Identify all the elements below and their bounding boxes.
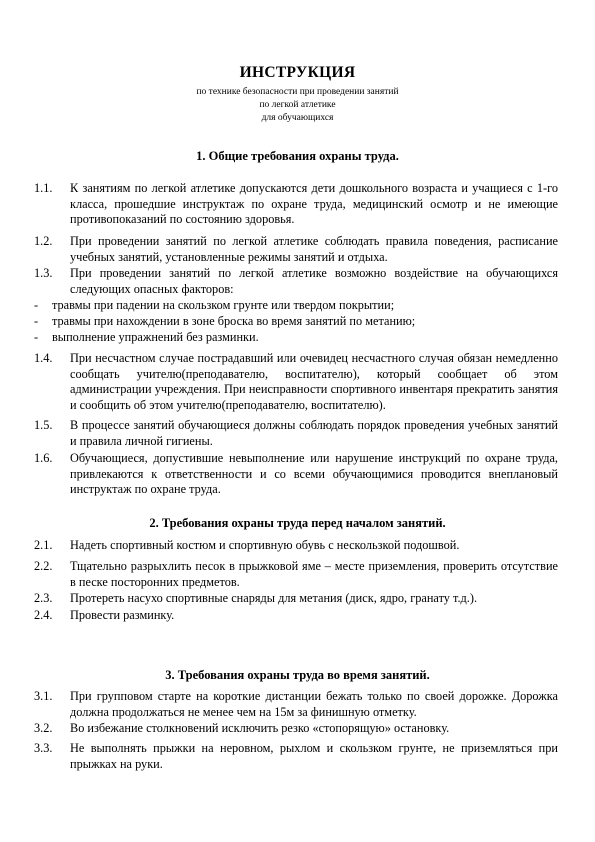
item-number: 1.6. [34, 451, 53, 465]
bullet-text: травмы при падении на скользком грунте или твердом покрытии; [52, 298, 395, 312]
bullet-item [34, 314, 558, 330]
bullet-text: выполнение упражнений без разминки. [52, 330, 259, 344]
item-number: 1.5. [34, 418, 53, 432]
list-item [34, 608, 558, 624]
item-text: В процессе занятий обучающиеся должны соблюдать порядок проведения учебных занятий и правила личной гигиены. [70, 418, 558, 448]
item-number: 3.2. [34, 721, 53, 735]
bullet-text: травмы при нахождении в зоне броска во время занятий по метанию; [52, 314, 416, 328]
item-number: 2.4. [34, 608, 53, 622]
subtitle-line: по технике безопасности при проведении занятий [196, 87, 399, 97]
section-heading: 1. Общие требования охраны труда. [196, 149, 399, 163]
item-text: Надеть спортивный костюм и спортивную обувь с нескользкой подошвой. [70, 538, 460, 552]
document-title: ИНСТРУКЦИЯ [239, 64, 356, 81]
section-heading: 2. Требования охраны труда перед началом занятий. [149, 516, 446, 530]
list-item [34, 721, 558, 737]
item-number: 2.1. [34, 538, 53, 552]
list-item [34, 418, 558, 449]
item-number: 3.1. [34, 689, 53, 703]
list-item [34, 741, 558, 772]
item-number: 1.1. [34, 181, 53, 195]
item-text: Провести разминку. [70, 608, 175, 622]
item-text: Тщательно разрыхлить песок в прыжковой яме – месте приземления, проверить отсутствие в песке посторонних предметов. [70, 559, 558, 589]
item-text: При проведении занятий по легкой атлетике возможно воздействие на обучающихся следующих опасных факторов: [70, 266, 558, 296]
bullet-dash: - [34, 298, 39, 312]
item-text: При проведении занятий по легкой атлетике соблюдать правила поведения, расписание учебных занятий, установленные режимы занятий и отдыха. [70, 234, 558, 264]
item-number: 2.3. [34, 591, 53, 605]
subtitle-line: для обучающихся [261, 113, 334, 123]
list-item [34, 559, 558, 590]
list-item [34, 591, 558, 607]
list-item [34, 266, 558, 297]
bullet-item [34, 298, 558, 314]
list-item [34, 689, 558, 720]
item-text: Обучающиеся, допустившие невыполнение или нарушение инструкций по охране труда, привлекаются к ответственности и со всеми обучающимися проводится внеплановый инструктаж по охране труда. [70, 451, 558, 496]
section-heading: 3. Требования охраны труда во время занятий. [165, 668, 430, 682]
item-text: К занятиям по легкой атлетике допускаются дети дошкольного возраста и учащиеся с 1-го класса, прошедшие инструктаж по охране труда, медицинский осмотр и не имеющие противопоказаний по состоянию здоровья. [70, 181, 558, 226]
list-item [34, 538, 558, 554]
bullet-item [34, 330, 558, 346]
item-number: 1.4. [34, 351, 53, 365]
subtitle-line: по легкой атлетике [259, 100, 336, 110]
item-text: При несчастном случае пострадавший или очевидец несчастного случая обязан немедленно сообщать учителю(преподавателю, воспитателю), который сообщает об этом администрации учреждения. При неисправности спортивного инвентаря прекратить занятия и сообщить об этом учителю(преподавателю, воспитателю). [70, 351, 558, 412]
item-number: 2.2. [34, 559, 53, 573]
item-number: 3.3. [34, 741, 53, 755]
item-text: Не выполнять прыжки на неровном, рыхлом и скользком грунте, не приземляться при прыжках на руки. [70, 741, 558, 771]
list-item [34, 451, 558, 498]
item-number: 1.2. [34, 234, 53, 248]
item-text: Протереть насухо спортивные снаряды для метания (диск, ядро, гранату т.д.). [70, 591, 478, 605]
list-item [34, 181, 558, 228]
bullet-dash: - [34, 330, 39, 344]
list-item [34, 234, 558, 265]
list-item [34, 351, 558, 413]
item-text: Во избежание столкновений исключить резко «стопорящую» остановку. [70, 721, 450, 735]
item-number: 1.3. [34, 266, 53, 280]
item-text: При групповом старте на короткие дистанции бежать только по своей дорожке. Дорожка должна продолжаться не менее чем на 15м за финишную отметку. [70, 689, 558, 719]
bullet-dash: - [34, 314, 39, 328]
